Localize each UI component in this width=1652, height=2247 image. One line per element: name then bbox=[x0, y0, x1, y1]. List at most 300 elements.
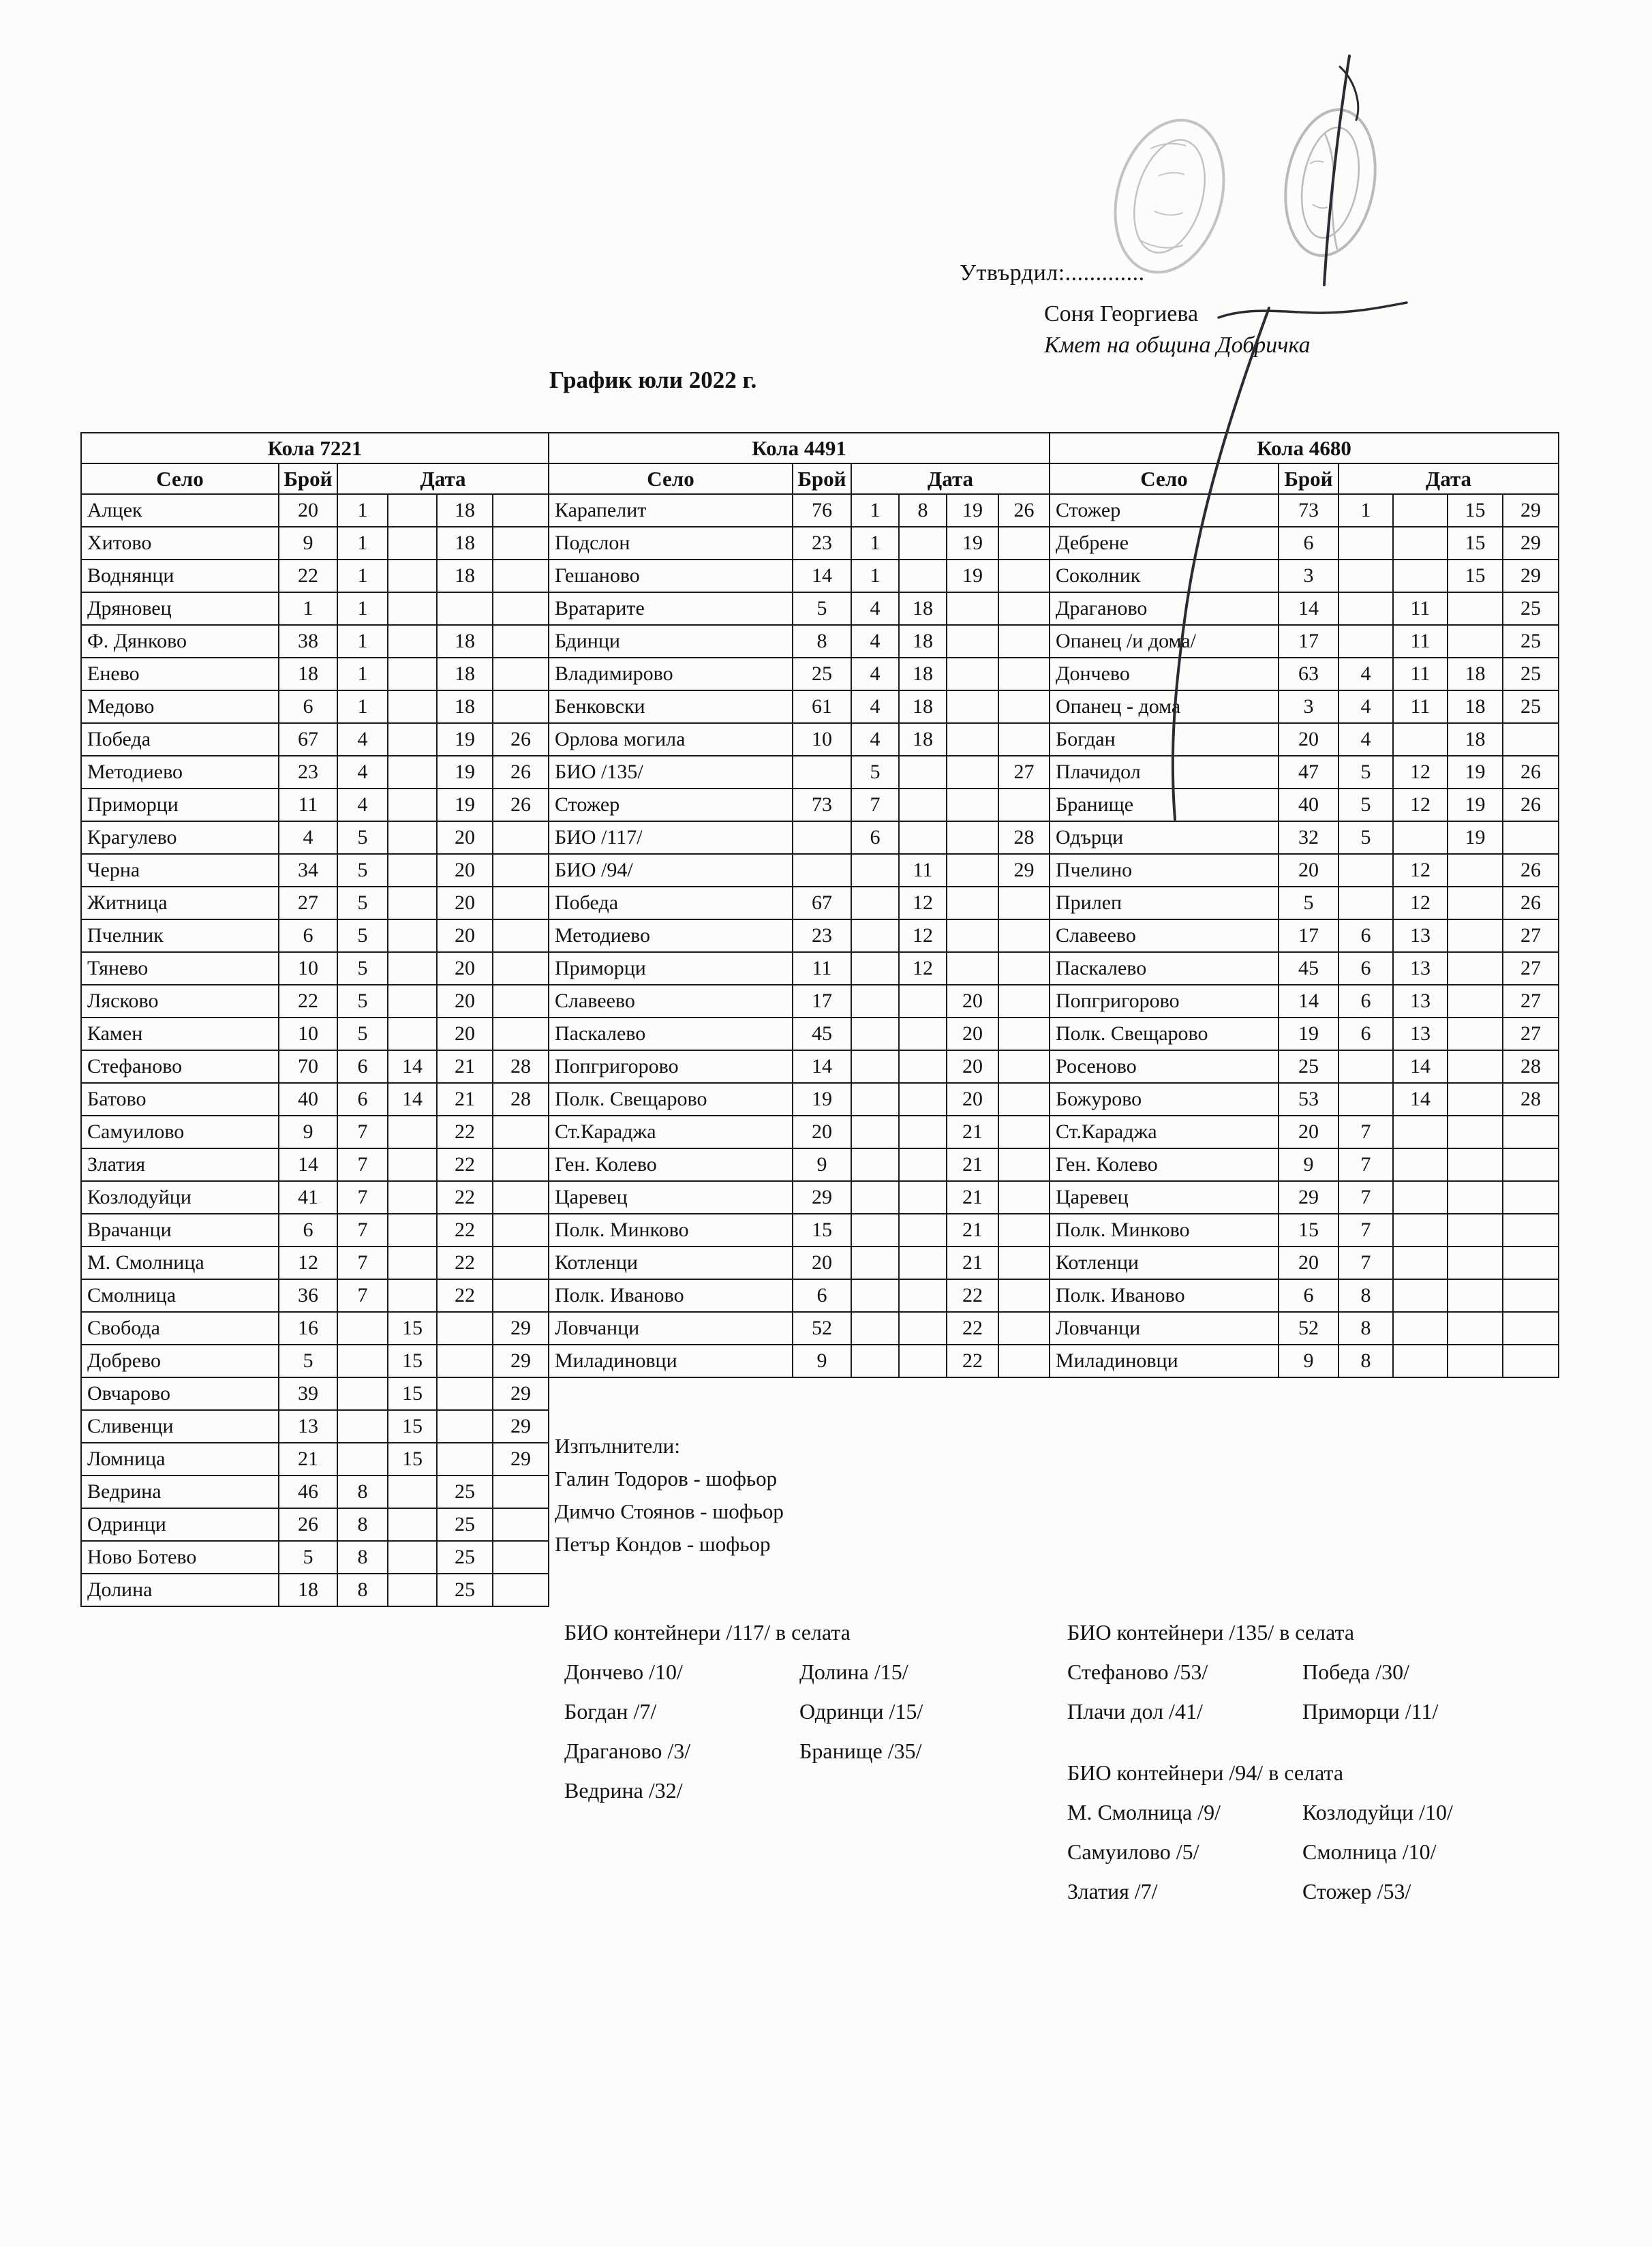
service-date bbox=[998, 1050, 1050, 1083]
service-date bbox=[388, 1116, 437, 1148]
village-count: 6 bbox=[1279, 1279, 1339, 1312]
village-count: 15 bbox=[793, 1214, 851, 1247]
bio-row bbox=[1067, 1871, 1538, 1911]
schedule-row bbox=[549, 494, 1050, 527]
col-header-village: Село bbox=[1050, 463, 1279, 494]
service-date: 13 bbox=[1393, 1018, 1448, 1050]
service-date bbox=[437, 1410, 493, 1443]
service-date bbox=[388, 625, 437, 658]
service-date bbox=[1448, 985, 1503, 1018]
schedule-table-kola-4680 bbox=[1049, 432, 1559, 1378]
service-date bbox=[1448, 1247, 1503, 1279]
village-name: Миладиновци bbox=[549, 1345, 793, 1377]
service-date bbox=[493, 527, 549, 560]
village-count: 6 bbox=[1279, 527, 1339, 560]
service-date: 7 bbox=[337, 1116, 388, 1148]
service-date: 7 bbox=[851, 789, 899, 821]
service-date: 27 bbox=[1503, 1018, 1559, 1050]
service-date: 21 bbox=[947, 1181, 998, 1214]
service-date: 29 bbox=[1503, 494, 1559, 527]
service-date: 15 bbox=[388, 1312, 437, 1345]
service-date bbox=[947, 854, 998, 887]
service-date: 18 bbox=[899, 625, 947, 658]
village-count: 29 bbox=[1279, 1181, 1339, 1214]
village-count: 11 bbox=[279, 789, 337, 821]
village-name: Победа bbox=[549, 887, 793, 919]
schedule-row bbox=[549, 854, 1050, 887]
service-date bbox=[998, 690, 1050, 723]
service-date: 26 bbox=[1503, 887, 1559, 919]
village-name: Методиево bbox=[549, 919, 793, 952]
village-count: 11 bbox=[793, 952, 851, 985]
service-date bbox=[947, 625, 998, 658]
service-date: 26 bbox=[493, 789, 549, 821]
document-title: График юли 2022 г. bbox=[549, 367, 757, 393]
service-date bbox=[998, 985, 1050, 1018]
service-date bbox=[1503, 1247, 1559, 1279]
schedule-row bbox=[81, 1410, 549, 1443]
service-date: 27 bbox=[998, 756, 1050, 789]
schedule-row bbox=[549, 690, 1050, 723]
service-date bbox=[493, 854, 549, 887]
service-date: 4 bbox=[1339, 658, 1393, 690]
service-date: 22 bbox=[437, 1148, 493, 1181]
village-name: Миладиновци bbox=[1050, 1345, 1279, 1377]
car-header-row bbox=[549, 433, 1050, 463]
service-date bbox=[851, 1312, 899, 1345]
schedule-row bbox=[81, 1018, 549, 1050]
service-date: 20 bbox=[437, 887, 493, 919]
village-count: 5 bbox=[279, 1345, 337, 1377]
village-count: 6 bbox=[279, 1214, 337, 1247]
service-date: 7 bbox=[1339, 1116, 1393, 1148]
service-date bbox=[851, 985, 899, 1018]
service-date bbox=[337, 1410, 388, 1443]
service-date: 13 bbox=[1393, 952, 1448, 985]
village-name: Соколник bbox=[1050, 560, 1279, 592]
bio-containers-135-block bbox=[1067, 1612, 1538, 1731]
service-date bbox=[388, 887, 437, 919]
village-name: Одринци bbox=[81, 1508, 279, 1541]
schedule-row bbox=[549, 1247, 1050, 1279]
col-header-count: Брой bbox=[793, 463, 851, 494]
village-count: 20 bbox=[1279, 1247, 1339, 1279]
service-date bbox=[1339, 854, 1393, 887]
schedule-row bbox=[549, 1312, 1050, 1345]
service-date: 4 bbox=[337, 789, 388, 821]
service-date: 22 bbox=[437, 1116, 493, 1148]
service-date bbox=[437, 592, 493, 625]
service-date: 4 bbox=[851, 690, 899, 723]
village-count: 20 bbox=[1279, 1116, 1339, 1148]
schedule-row bbox=[549, 658, 1050, 690]
service-date bbox=[947, 789, 998, 821]
service-date: 27 bbox=[1503, 919, 1559, 952]
service-date: 19 bbox=[947, 494, 998, 527]
village-count: 12 bbox=[279, 1247, 337, 1279]
bio-village: Ведрина /32/ bbox=[564, 1778, 683, 1803]
service-date bbox=[388, 1574, 437, 1606]
schedule-row bbox=[81, 1312, 549, 1345]
village-count bbox=[793, 821, 851, 854]
schedule-row bbox=[81, 1541, 549, 1574]
village-count: 20 bbox=[793, 1116, 851, 1148]
service-date bbox=[1339, 527, 1393, 560]
service-date bbox=[947, 756, 998, 789]
village-count: 73 bbox=[1279, 494, 1339, 527]
service-date bbox=[493, 690, 549, 723]
village-name: Бдинци bbox=[549, 625, 793, 658]
village-count: 17 bbox=[1279, 625, 1339, 658]
service-date: 14 bbox=[1393, 1050, 1448, 1083]
village-name: Ловчанци bbox=[1050, 1312, 1279, 1345]
schedule-row bbox=[1050, 1214, 1559, 1247]
service-date: 25 bbox=[437, 1574, 493, 1606]
service-date bbox=[493, 1148, 549, 1181]
service-date bbox=[998, 887, 1050, 919]
village-count: 9 bbox=[279, 1116, 337, 1148]
schedule-row bbox=[549, 789, 1050, 821]
service-date bbox=[998, 658, 1050, 690]
service-date: 19 bbox=[437, 723, 493, 756]
schedule-row bbox=[81, 919, 549, 952]
village-count: 6 bbox=[793, 1279, 851, 1312]
village-name: Ст.Караджа bbox=[1050, 1116, 1279, 1148]
service-date bbox=[899, 1345, 947, 1377]
service-date: 15 bbox=[388, 1377, 437, 1410]
schedule-row bbox=[1050, 1279, 1559, 1312]
service-date bbox=[1448, 1279, 1503, 1312]
village-count: 22 bbox=[279, 985, 337, 1018]
schedule-row bbox=[81, 887, 549, 919]
service-date bbox=[388, 1148, 437, 1181]
service-date: 12 bbox=[899, 919, 947, 952]
service-date bbox=[998, 1247, 1050, 1279]
column-header-row bbox=[549, 463, 1050, 494]
schedule-row bbox=[81, 690, 549, 723]
village-name: Приморци bbox=[81, 789, 279, 821]
schedule-row bbox=[81, 1377, 549, 1410]
schedule-row bbox=[1050, 527, 1559, 560]
service-date bbox=[899, 1148, 947, 1181]
service-date: 11 bbox=[899, 854, 947, 887]
service-date bbox=[947, 919, 998, 952]
service-date: 12 bbox=[899, 887, 947, 919]
service-date bbox=[337, 1312, 388, 1345]
schedule-row bbox=[81, 1148, 549, 1181]
service-date: 13 bbox=[1393, 919, 1448, 952]
schedule-row bbox=[81, 625, 549, 658]
village-count: 53 bbox=[1279, 1083, 1339, 1116]
service-date bbox=[947, 658, 998, 690]
schedule-row bbox=[1050, 723, 1559, 756]
service-date bbox=[899, 560, 947, 592]
schedule-row bbox=[81, 1279, 549, 1312]
service-date bbox=[493, 919, 549, 952]
col-header-date: Дата bbox=[1339, 463, 1559, 494]
service-date: 8 bbox=[1339, 1312, 1393, 1345]
service-date: 5 bbox=[337, 854, 388, 887]
car-title: Кола 7221 bbox=[81, 433, 549, 463]
service-date bbox=[899, 1018, 947, 1050]
service-date: 14 bbox=[388, 1050, 437, 1083]
village-name: Свобода bbox=[81, 1312, 279, 1345]
service-date bbox=[388, 527, 437, 560]
service-date: 1 bbox=[337, 625, 388, 658]
executor-name: Петър Кондов - шофьор bbox=[555, 1532, 771, 1556]
village-name: Долина bbox=[81, 1574, 279, 1606]
service-date bbox=[998, 1018, 1050, 1050]
service-date: 6 bbox=[1339, 952, 1393, 985]
village-count: 23 bbox=[793, 527, 851, 560]
service-date bbox=[493, 494, 549, 527]
service-date bbox=[998, 1214, 1050, 1247]
service-date bbox=[1393, 1345, 1448, 1377]
service-date bbox=[493, 1214, 549, 1247]
service-date bbox=[1339, 592, 1393, 625]
village-count: 18 bbox=[279, 658, 337, 690]
schedule-row bbox=[1050, 592, 1559, 625]
bio-village: Стефаново /53/ bbox=[1067, 1660, 1208, 1684]
schedule-row bbox=[1050, 821, 1559, 854]
service-date bbox=[998, 1279, 1050, 1312]
bio-94-title: БИО контейнери /94/ в селата bbox=[1067, 1760, 1344, 1785]
service-date: 1 bbox=[851, 494, 899, 527]
service-date bbox=[388, 1541, 437, 1574]
village-count: 3 bbox=[1279, 690, 1339, 723]
service-date: 6 bbox=[337, 1083, 388, 1116]
schedule-row bbox=[549, 1018, 1050, 1050]
village-count: 5 bbox=[279, 1541, 337, 1574]
schedule-row bbox=[1050, 1181, 1559, 1214]
schedule-tables bbox=[80, 432, 1559, 1607]
service-date: 28 bbox=[493, 1083, 549, 1116]
village-count: 63 bbox=[1279, 658, 1339, 690]
village-name: Полк. Свещарово bbox=[549, 1083, 793, 1116]
village-name: Врачанци bbox=[81, 1214, 279, 1247]
service-date: 20 bbox=[947, 1018, 998, 1050]
service-date: 15 bbox=[1448, 527, 1503, 560]
executor-name: Димчо Стоянов - шофьор bbox=[555, 1499, 784, 1523]
schedule-row bbox=[81, 1116, 549, 1148]
service-date: 6 bbox=[1339, 985, 1393, 1018]
bio-117-title: БИО контейнери /117/ в селата bbox=[564, 1620, 851, 1645]
service-date bbox=[337, 1443, 388, 1476]
schedule-row bbox=[1050, 756, 1559, 789]
service-date bbox=[851, 1018, 899, 1050]
service-date bbox=[493, 592, 549, 625]
village-count: 9 bbox=[793, 1345, 851, 1377]
service-date: 20 bbox=[437, 919, 493, 952]
service-date bbox=[1448, 1312, 1503, 1345]
village-name: Росеново bbox=[1050, 1050, 1279, 1083]
col-header-count: Брой bbox=[279, 463, 337, 494]
service-date bbox=[899, 1247, 947, 1279]
village-name: Методиево bbox=[81, 756, 279, 789]
service-date bbox=[998, 625, 1050, 658]
schedule-row bbox=[81, 494, 549, 527]
service-date: 29 bbox=[493, 1312, 549, 1345]
service-date: 4 bbox=[851, 723, 899, 756]
village-count: 21 bbox=[279, 1443, 337, 1476]
service-date bbox=[1448, 1083, 1503, 1116]
service-date bbox=[1339, 560, 1393, 592]
service-date: 7 bbox=[1339, 1148, 1393, 1181]
service-date bbox=[851, 1345, 899, 1377]
service-date: 13 bbox=[1393, 985, 1448, 1018]
village-name: БИО /94/ bbox=[549, 854, 793, 887]
service-date: 22 bbox=[947, 1312, 998, 1345]
service-date bbox=[1393, 527, 1448, 560]
service-date bbox=[998, 1116, 1050, 1148]
service-date: 8 bbox=[337, 1476, 388, 1508]
bio-village: Долина /15/ bbox=[799, 1660, 908, 1684]
village-count: 14 bbox=[1279, 985, 1339, 1018]
round-stamp-right-icon bbox=[1274, 103, 1386, 263]
service-date: 18 bbox=[899, 592, 947, 625]
schedule-row bbox=[1050, 625, 1559, 658]
village-name: Житница bbox=[81, 887, 279, 919]
service-date: 25 bbox=[437, 1476, 493, 1508]
service-date: 28 bbox=[998, 821, 1050, 854]
service-date bbox=[947, 690, 998, 723]
service-date bbox=[493, 985, 549, 1018]
service-date bbox=[1393, 1181, 1448, 1214]
service-date: 26 bbox=[493, 723, 549, 756]
service-date: 19 bbox=[947, 560, 998, 592]
village-count: 6 bbox=[279, 919, 337, 952]
service-date: 11 bbox=[1393, 658, 1448, 690]
service-date: 6 bbox=[1339, 919, 1393, 952]
village-count: 9 bbox=[793, 1148, 851, 1181]
village-count: 26 bbox=[279, 1508, 337, 1541]
village-count: 52 bbox=[1279, 1312, 1339, 1345]
service-date: 8 bbox=[1339, 1345, 1393, 1377]
bio-village: Драганово /3/ bbox=[564, 1739, 691, 1763]
service-date bbox=[437, 1377, 493, 1410]
service-date bbox=[1393, 494, 1448, 527]
service-date bbox=[1503, 1116, 1559, 1148]
village-name: БИО /117/ bbox=[549, 821, 793, 854]
schedule-row bbox=[81, 658, 549, 690]
village-count: 20 bbox=[279, 494, 337, 527]
col-header-date: Дата bbox=[851, 463, 1050, 494]
schedule-row bbox=[549, 592, 1050, 625]
service-date: 27 bbox=[1503, 985, 1559, 1018]
column-header-row bbox=[81, 463, 549, 494]
service-date bbox=[437, 1443, 493, 1476]
village-name: Орлова могила bbox=[549, 723, 793, 756]
village-count: 15 bbox=[1279, 1214, 1339, 1247]
schedule-row bbox=[81, 527, 549, 560]
service-date: 4 bbox=[851, 625, 899, 658]
service-date bbox=[899, 1083, 947, 1116]
service-date: 20 bbox=[437, 854, 493, 887]
village-name: Одърци bbox=[1050, 821, 1279, 854]
village-count: 18 bbox=[279, 1574, 337, 1606]
village-count: 46 bbox=[279, 1476, 337, 1508]
schedule-row bbox=[1050, 985, 1559, 1018]
schedule-row bbox=[81, 821, 549, 854]
village-name: Полк. Иваново bbox=[549, 1279, 793, 1312]
village-name: Вратарите bbox=[549, 592, 793, 625]
service-date: 20 bbox=[947, 1050, 998, 1083]
service-date: 20 bbox=[437, 952, 493, 985]
executors-block bbox=[555, 1430, 784, 1561]
village-count: 41 bbox=[279, 1181, 337, 1214]
service-date: 7 bbox=[1339, 1214, 1393, 1247]
village-count: 14 bbox=[1279, 592, 1339, 625]
bio-row bbox=[1067, 1652, 1538, 1692]
service-date: 29 bbox=[998, 854, 1050, 887]
schedule-row bbox=[81, 1050, 549, 1083]
service-date: 29 bbox=[493, 1345, 549, 1377]
service-date bbox=[493, 560, 549, 592]
service-date bbox=[1448, 592, 1503, 625]
village-name: Славеево bbox=[549, 985, 793, 1018]
village-name: Медово bbox=[81, 690, 279, 723]
village-name: Владимирово bbox=[549, 658, 793, 690]
village-name: Бранище bbox=[1050, 789, 1279, 821]
village-count: 9 bbox=[279, 527, 337, 560]
service-date: 7 bbox=[337, 1181, 388, 1214]
schedule-row bbox=[1050, 854, 1559, 887]
village-count: 38 bbox=[279, 625, 337, 658]
bio-village: Одринци /15/ bbox=[799, 1699, 923, 1724]
executors-title: Изпълнители: bbox=[555, 1434, 680, 1458]
village-name: Крагулево bbox=[81, 821, 279, 854]
service-date: 6 bbox=[1339, 1018, 1393, 1050]
service-date bbox=[337, 1377, 388, 1410]
bio-village: Стожер /53/ bbox=[1302, 1879, 1411, 1904]
service-date: 1 bbox=[1339, 494, 1393, 527]
schedule-row bbox=[81, 1214, 549, 1247]
service-date bbox=[388, 592, 437, 625]
bio-containers-117-block bbox=[564, 1612, 1035, 1810]
village-count: 23 bbox=[793, 919, 851, 952]
service-date: 21 bbox=[437, 1050, 493, 1083]
bio-village: Бранище /35/ bbox=[799, 1739, 922, 1763]
service-date bbox=[851, 1279, 899, 1312]
service-date: 12 bbox=[1393, 756, 1448, 789]
village-name: Паскалево bbox=[549, 1018, 793, 1050]
village-name: Победа bbox=[81, 723, 279, 756]
service-date: 7 bbox=[337, 1148, 388, 1181]
service-date: 18 bbox=[437, 560, 493, 592]
service-date: 20 bbox=[947, 1083, 998, 1116]
village-count: 4 bbox=[279, 821, 337, 854]
village-name: Черна bbox=[81, 854, 279, 887]
schedule-row bbox=[549, 723, 1050, 756]
service-date: 21 bbox=[947, 1247, 998, 1279]
schedule-row bbox=[1050, 919, 1559, 952]
service-date bbox=[1393, 1148, 1448, 1181]
service-date: 14 bbox=[1393, 1083, 1448, 1116]
village-count: 61 bbox=[793, 690, 851, 723]
service-date: 12 bbox=[1393, 887, 1448, 919]
schedule-row bbox=[549, 756, 1050, 789]
village-name: Камен bbox=[81, 1018, 279, 1050]
service-date bbox=[851, 919, 899, 952]
service-date bbox=[493, 952, 549, 985]
service-date: 18 bbox=[437, 527, 493, 560]
schedule-row bbox=[549, 887, 1050, 919]
village-name: Ф. Дянково bbox=[81, 625, 279, 658]
service-date: 18 bbox=[899, 690, 947, 723]
service-date bbox=[1503, 1345, 1559, 1377]
village-count: 9 bbox=[1279, 1148, 1339, 1181]
service-date: 4 bbox=[337, 756, 388, 789]
